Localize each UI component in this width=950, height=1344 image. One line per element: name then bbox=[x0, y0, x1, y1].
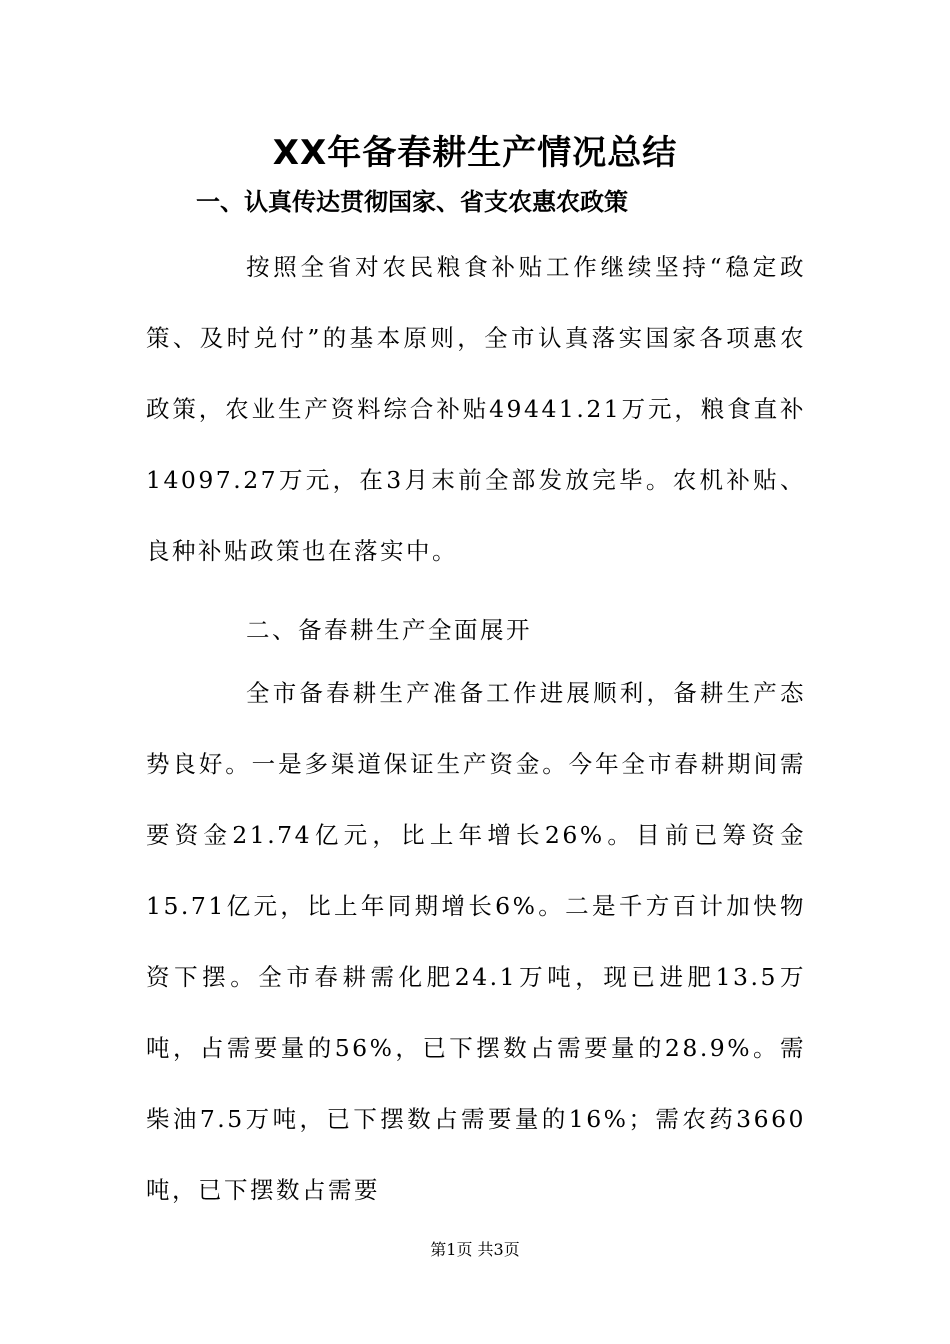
page-footer: 第1页 共3页 bbox=[430, 1240, 520, 1259]
section-heading-1: 一、认真传达贯彻国家、省支农惠农政策 bbox=[196, 188, 628, 216]
section-paragraph-1: 按照全省对农民粮食补贴工作继续坚持“稳定政策、及时兑付”的基本原则，全市认真落实国家各项惠农政策，农业生产资料综合补贴49441.21万元，粮食直补14097.27万元，在3月末前全部发放完毕。农机补贴、良种补贴政策也在落实中。 bbox=[146, 253, 806, 565]
section-heading-2: 二、备春耕生产全面展开 bbox=[246, 616, 532, 644]
section-paragraph-2: 全市备春耕生产准备工作进展顺利，备耕生产态势良好。一是多渠道保证生产资金。今年全市春耕期间需要资金21.74亿元，比上年增长26%。目前已筹资金15.71亿元，比上年同期增长6%。二是千方百计加快物资下摆。全市春耕需化肥24.1万吨，现已进肥13.5万吨，占需要量的56%，已下摆数占需要量的28.9%。需柴油7.5万吨，已下摆数占需要量的16%；需农药3660吨，已下摆数占需要 bbox=[146, 679, 806, 1204]
document-title: XX年备春耕生产情况总结 bbox=[272, 133, 678, 173]
